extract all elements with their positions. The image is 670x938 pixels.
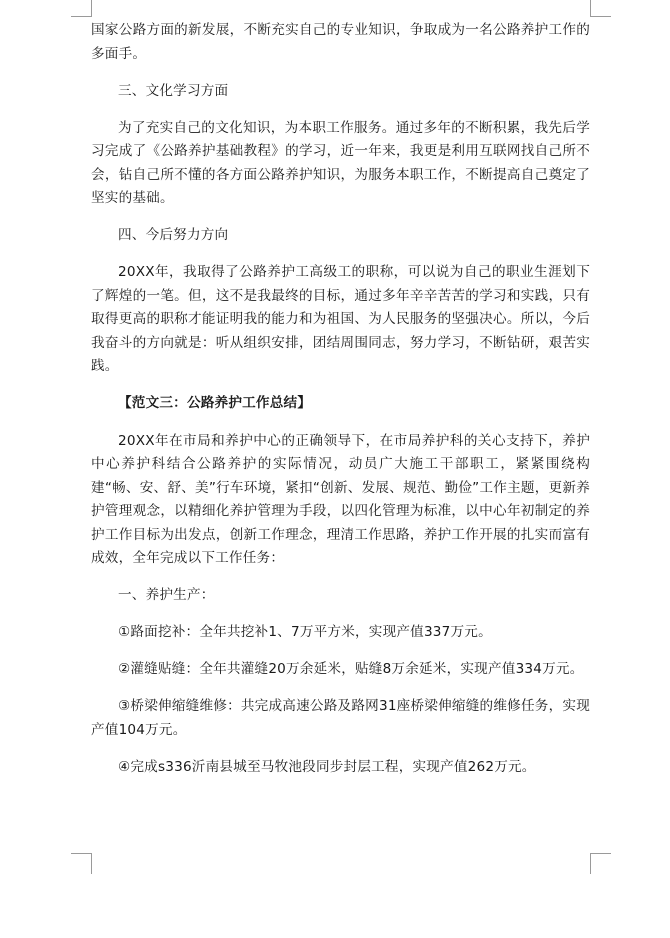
sample-title: 【范文三：公路养护工作总结】 [118,395,312,412]
paragraph-future-direction: 20XX年，我取得了公路养护工高级工的职称，可以说为自己的职业生涯划下了辉煌的一笔。但，这不是我最终的目标，通过多年辛辛苦苦的学习和实践，只有取得更高的职称才能证明我的能力和为祖国、为人民服务的坚强决心。所以，今后我奋斗的方向就是：听从组织安排，团结周围同志，努力学习，不断钻研，艰苦实践。 [91,264,590,375]
page-corner-mark-bottom-right [590,853,611,874]
page-corner-mark-top-right [590,0,611,17]
section-heading-culture-study: 三、文化学习方面 [118,82,229,99]
paragraph-culture-study: 为了充实自己的文化知识，为本职工作服务。通过多年的不断积累，我先后学习完成了《公路养护基础教程》的学习，近一年来，我更是利用互联网找自己所不会，钻自己所不懂的各方面公路养护知识，为服务本职工作，不断提高自己奠定了坚实的基础。 [91,119,590,207]
document-body [91,19,590,793]
page-corner-mark-top-left [71,0,92,17]
list-item-seal-coat-project: ④完成s336沂南县城至马牧池段同步封层工程，实现产值262万元。 [118,759,536,776]
paragraph-continuation: 国家公路方面的新发展，不断充实自己的专业知识，争取成为一名公路养护工作的多面手。 [91,22,590,62]
paragraph-summary-intro: 20XX年在市局和养护中心的正确领导下，在市局养护科的关心支持下，养护中心养护科结合公路养护的实际情况，动员广大施工干部职工，紧紧围绕构建“畅、安、舒、美”行车环境，紧扣“创新、发展、规范、勤俭”工作主题，更新养护管理观念，以精细化养护管理为手段，以四化管理为标准，以中心年初制定的养护工作目标为出发点，创新工作理念，理清工作思路，养护工作开展的扎实而富有成效，全年完成以下工作任务： [91,432,590,567]
list-item-bridge-joint-repair: ③桥梁伸缩缝维修：共完成高速公路及路网31座桥梁伸缩缝的维修任务，实现产值104万元。 [91,698,590,738]
section-heading-future-direction: 四、今后努力方向 [118,227,229,244]
list-item-road-patching: ①路面挖补：全年共挖补1、7万平方米，实现产值337万元。 [118,624,492,641]
list-item-crack-sealing: ②灌缝贴缝：全年共灌缝20万余延米，贴缝8万余延米，实现产值334万元。 [118,661,584,678]
page-corner-mark-bottom-left [71,853,92,874]
section-heading-maintenance-production: 一、养护生产： [118,587,215,604]
